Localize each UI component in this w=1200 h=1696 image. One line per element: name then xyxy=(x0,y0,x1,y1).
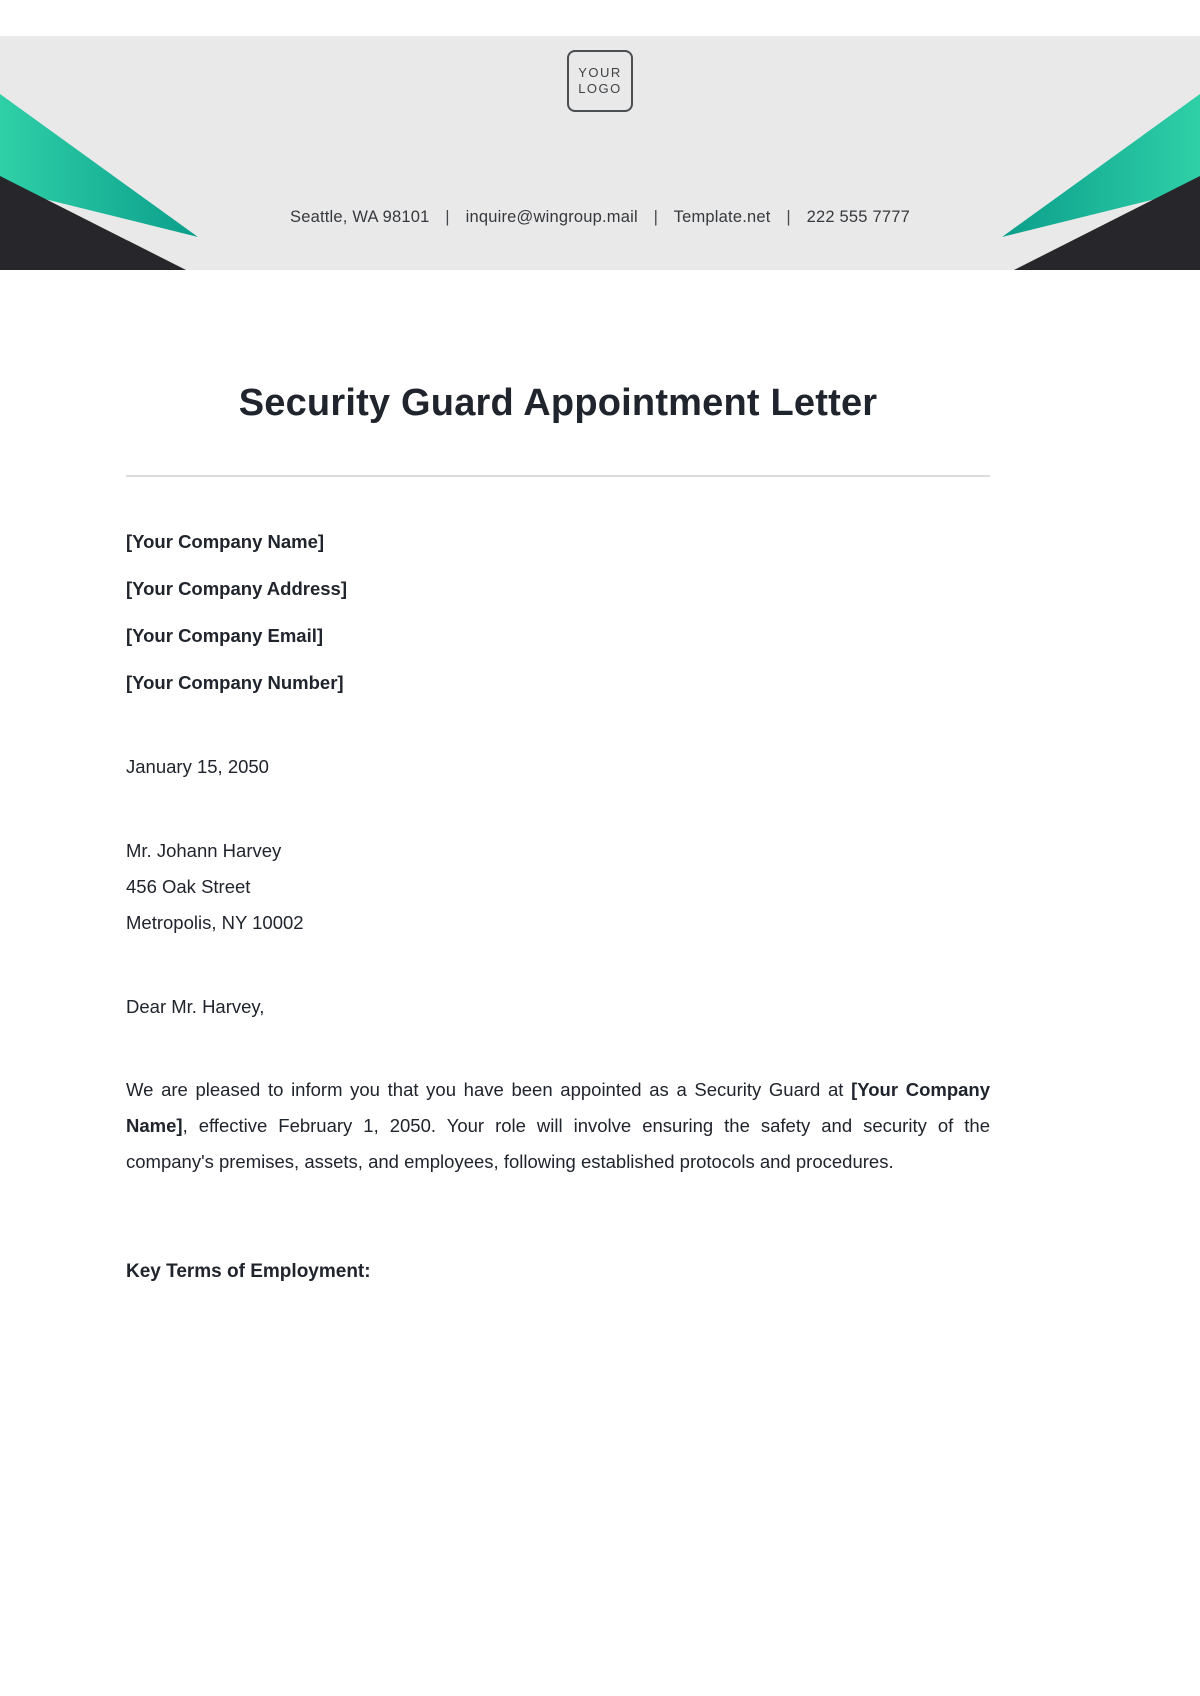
company-email-placeholder: [Your Company Email] xyxy=(126,625,324,646)
contact-email: inquire@wingroup.mail xyxy=(465,208,638,226)
logo-text-line1: YOUR xyxy=(578,64,622,80)
paragraph-bold-company-name: [Your Company Name] xyxy=(126,1079,990,1136)
separator: | xyxy=(653,208,659,226)
paragraph-text-1: We are pleased to inform you that you have been appointed as a Security Guard at xyxy=(126,1079,852,1100)
company-address-placeholder: [Your Company Address] xyxy=(126,578,347,599)
recipient-name: Mr. Johann Harvey xyxy=(126,840,282,861)
logo xyxy=(567,50,633,112)
recipient-block xyxy=(126,833,990,941)
separator: | xyxy=(786,208,791,226)
contact-phone: 222 555 7777 xyxy=(806,208,910,226)
opening-paragraph xyxy=(126,1072,990,1180)
divider xyxy=(126,475,990,477)
company-name-placeholder: [Your Company Name] xyxy=(126,531,325,552)
contact-info xyxy=(0,208,1200,227)
section-heading-key-terms: Key Terms of Employment: xyxy=(126,1261,371,1282)
page-title: Security Guard Appointment Letter xyxy=(238,382,878,424)
salutation: Dear Mr. Harvey, xyxy=(126,996,265,1017)
recipient-city: Metropolis, NY 10002 xyxy=(126,912,304,933)
letter-body xyxy=(126,270,990,1285)
separator: | xyxy=(445,208,450,226)
company-number-placeholder: [Your Company Number] xyxy=(126,672,344,693)
recipient-street: 456 Oak Street xyxy=(126,876,251,897)
contact-location: Seattle, WA 98101 xyxy=(290,208,430,226)
logo-text-line2: LOGO xyxy=(578,80,622,96)
contact-website: Template.net xyxy=(673,208,771,226)
paragraph-text-2: , effective February 1, 2050. Your role will involve ensuring the safety and security of the company's premises, assets, and employees, following established protocols and procedures. xyxy=(126,1115,990,1172)
letterhead xyxy=(0,36,1200,270)
letter-date: January 15, 2050 xyxy=(126,756,269,777)
company-info-block xyxy=(126,529,990,695)
